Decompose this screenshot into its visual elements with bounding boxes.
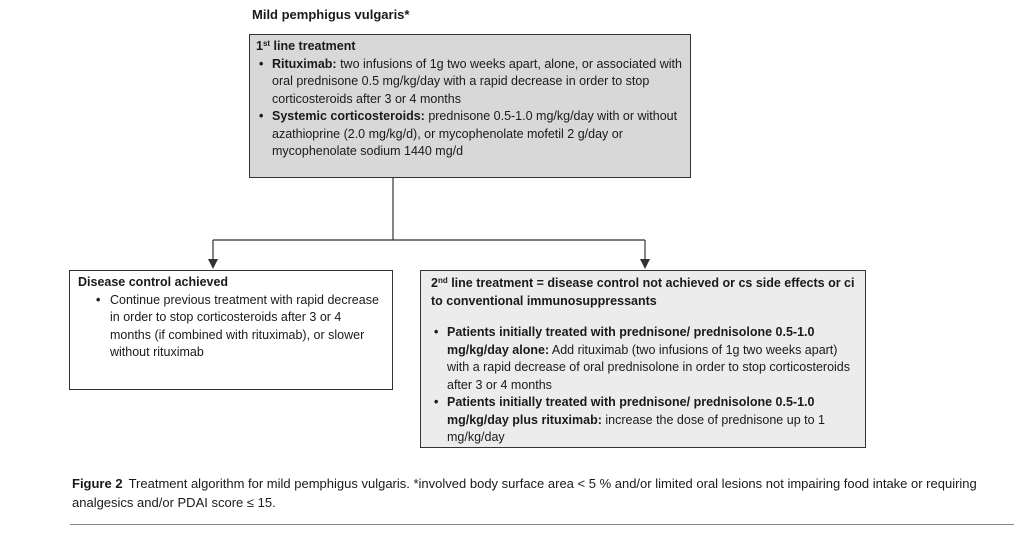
disease-control-box: [69, 270, 393, 390]
list-item: [431, 324, 857, 394]
figure-caption-label: Figure 2: [72, 476, 123, 491]
second-line-heading-number: 2: [431, 276, 438, 290]
list-item-text: increase the dose of prednisone up to 1 mg/kg/day: [447, 412, 825, 444]
first-line-treatment-box: [249, 34, 691, 178]
caption-rule: [70, 524, 1014, 525]
second-line-heading: [431, 275, 857, 310]
first-line-heading-number: 1: [256, 39, 263, 53]
disease-control-list: [78, 292, 384, 362]
second-line-list: [431, 324, 857, 447]
figure-caption: [72, 474, 1012, 512]
left-arrowhead: [208, 259, 218, 269]
list-item: [256, 108, 682, 161]
first-line-heading-superscript: st: [262, 39, 271, 48]
disease-control-heading: Disease control achieved: [78, 275, 229, 289]
list-item-bold: Patients initially treated with prednisone/ prednisolone 0.5-1.0 mg/kg/day alone:: [447, 325, 815, 357]
list-item-text: two infusions of 1g two weeks apart, alone, or associated with oral prednisone 0.5 mg/kg/day with a rapid decrease in order to stop corticosteroids after 3 or 4 months: [272, 56, 682, 106]
list-item-text: Continue previous treatment with rapid decrease in order to stop corticosteroids after 3 or 4 months (if combined with rituximab), or slower without rituximab: [110, 292, 379, 359]
first-line-heading: [256, 38, 682, 56]
second-line-heading-text: line treatment = disease control not achieved or cs side effects or ci to conventional immunosuppressants: [431, 276, 855, 308]
list-item: [431, 394, 857, 447]
list-item-bold: Rituximab:: [272, 56, 337, 71]
spacer: [431, 310, 857, 324]
right-arrowhead: [640, 259, 650, 269]
list-item-text: Add rituximab (two infusions of 1g two weeks apart) with a rapid decrease of oral prednisolone in order to stop corticosteroids after 3 or 4 months: [447, 342, 850, 392]
list-item: [256, 56, 682, 109]
list-item-text: prednisone 0.5-1.0 mg/kg/day with or without azathioprine (2.0 mg/kg/d), or mycophenolate mofetil 2 g/day or mycophenolate sodium 1440 mg/d: [272, 109, 678, 158]
first-line-list: [256, 56, 682, 161]
first-line-heading-text: line treatment: [270, 39, 356, 53]
list-item-bold: Patients initially treated with prednisone/ prednisolone 0.5-1.0 mg/kg/day plus rituximab:: [447, 395, 815, 427]
diagram-title: Mild pemphigus vulgaris*: [252, 7, 410, 22]
list-item-bold: Systemic corticosteroids:: [272, 109, 425, 123]
second-line-heading-superscript: nd: [437, 276, 448, 285]
list-item: [78, 292, 384, 362]
figure-caption-text: Treatment algorithm for mild pemphigus vulgaris. *involved body surface area < 5 % and/or limited oral lesions not impairing food intake or requiring analgesics and/or PDAI score ≤ 15.: [72, 476, 977, 510]
second-line-treatment-box: [420, 270, 866, 448]
